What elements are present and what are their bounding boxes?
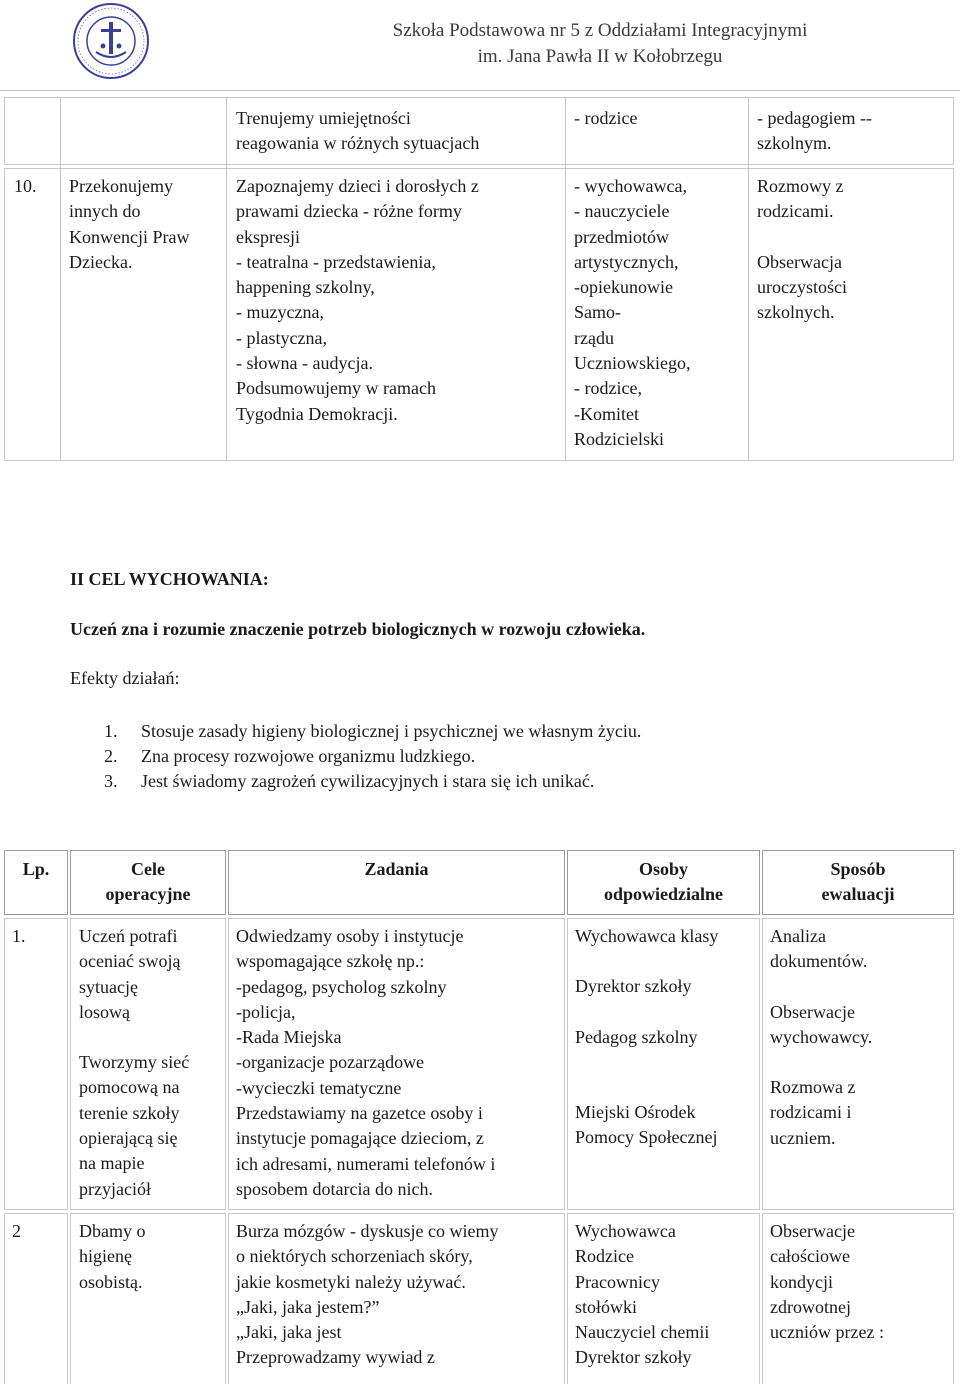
row1-goal: Przekonujemy innych do Konwencji Praw Dziecka.	[69, 176, 190, 272]
list-item: 2.	[104, 746, 118, 766]
t2-row1-tasks: Odwiedzamy osoby i instytucje wspomagające szkołę np.: -pedagog, psycholog szkolny -policja, -Rada Miejska -organizacje pozarządowe -wycieczki tematyczne Przedstawiamy na gazetce osoby i instytucje pomagające dzieciom, z ich adresami, numerami telefonów i sposobem dotarcia do nich.	[236, 926, 496, 1199]
list-item-text: Stosuje zasady higieny biologicznej i psychicznej we własnym życiu.	[141, 721, 642, 741]
t2-row2-lp: 2	[12, 1221, 21, 1241]
section-title: II CEL WYCHOWANIA:	[70, 569, 269, 589]
header-divider	[0, 90, 960, 91]
list-item: 3.	[104, 771, 118, 791]
row0-tasks: Trenujemy umiejętności reagowania w różnych sytuacjach	[236, 108, 480, 154]
row1-eval: Rozmowy z rodzicami. Obserwacja uroczystości szkolnych.	[757, 176, 847, 323]
row0-eval: - pedagogiem -- szkolnym.	[757, 108, 872, 154]
row1-persons: - wychowawca, - nauczyciele przedmiotów artystycznych, -opiekunowie Samo- rządu Uczniowskiego, - rodzice, -Komitet Rodzicielski	[574, 176, 691, 449]
section-subtitle: Uczeń zna i rozumie znaczenie potrzeb biologicznych w rozwoju człowieka.	[70, 619, 646, 639]
school-patron: im. Jana Pawła II w Kołobrzegu	[477, 46, 723, 67]
school-logo	[72, 2, 150, 80]
row0-persons: - rodzice	[574, 108, 638, 128]
header-lp: Lp.	[22, 859, 50, 879]
row1-tasks: Zapoznajemy dzieci i dorosłych z prawami dziecka - różne formy ekspresji - teatralna - przedstawienia, happening szkolny, - muzyczna, - plastyczna, - słowna - audycja. Podsumowujemy w ramach Tygodnia Demokracji.	[236, 176, 479, 424]
t2-row2-persons: Wychowawca Rodzice Pracownicy stołówki Nauczyciel chemii Dyrektor szkoły	[575, 1221, 710, 1368]
school-name: Szkoła Podstawowa nr 5 z Oddziałami Integracyjnymi	[392, 20, 808, 41]
t2-row2-tasks: Burza mózgów - dyskusje co wiemy o niektórych schorzeniach skóry, jakie kosmetyki należy używać. „Jaki, jaka jestem?” „Jaki, jaka jest Przeprowadzamy wywiad z	[236, 1221, 499, 1368]
effects-label: Efekty działań:	[70, 668, 180, 688]
header-persons: Osoby odpowiedzialne	[603, 859, 723, 905]
row1-lp: 10.	[14, 176, 37, 196]
list-item-text: Jest świadomy zagrożeń cywilizacyjnych i stara się ich unikać.	[141, 771, 595, 791]
header-tasks: Zadania	[364, 859, 429, 879]
header-goals: Cele operacyjne	[105, 859, 191, 905]
t2-row2-goal: Dbamy o higienę osobistą.	[79, 1221, 146, 1292]
t2-row1-eval: Analiza dokumentów. Obserwacje wychowawcy. Rozmowa z rodzicami i uczniem.	[770, 926, 873, 1148]
t2-row2-eval: Obserwacje całościowe kondycji zdrowotnej uczniów przez :	[770, 1221, 884, 1343]
t2-row1-goal: Uczeń potrafi oceniać swoją sytuację losową Tworzymy sieć pomocową na terenie szkoły opierającą się na mapie przyjaciół	[79, 926, 190, 1199]
list-item: 1.	[104, 721, 118, 741]
header-eval: Sposób ewaluacji	[821, 859, 895, 905]
list-item-text: Zna procesy rozwojowe organizmu ludzkiego.	[141, 746, 476, 766]
t2-row1-lp: 1.	[12, 926, 26, 946]
t2-row1-persons: Wychowawca klasy Dyrektor szkoły Pedagog szkolny Miejski Ośrodek Pomocy Społecznej	[575, 926, 719, 1148]
